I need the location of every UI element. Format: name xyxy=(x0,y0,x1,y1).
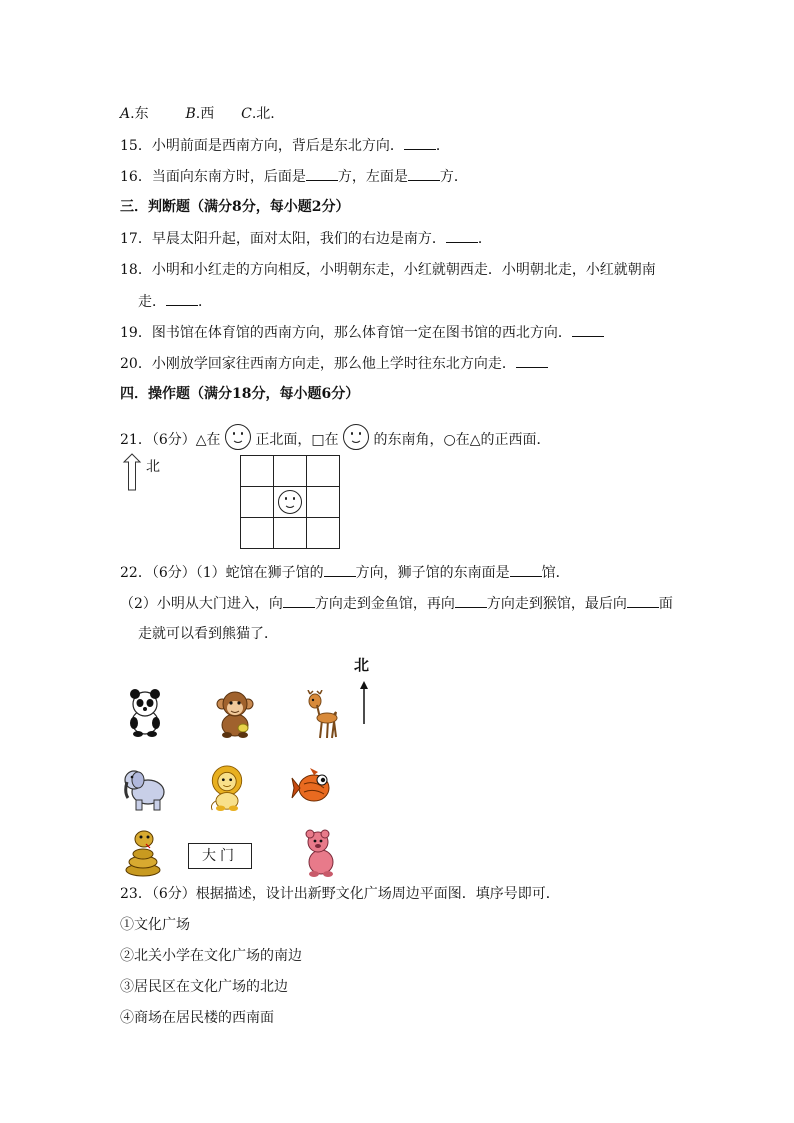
q21-mid: 正北面，□在 xyxy=(255,432,339,448)
lion-icon xyxy=(204,762,250,814)
q23-item: ①文化广场 xyxy=(120,917,190,933)
monkey-icon xyxy=(212,688,258,740)
q14-options xyxy=(120,104,275,124)
q18-answer-blank[interactable] xyxy=(166,291,198,306)
q21-north-label: 北 xyxy=(146,459,160,475)
question-22-line-3: 走就可以看到熊猫了． xyxy=(138,626,278,642)
option-a-letter: A xyxy=(120,106,131,122)
q17-tail: ． xyxy=(477,231,492,247)
q22-blank-2[interactable] xyxy=(510,562,542,577)
question-16 xyxy=(120,166,468,187)
q19-text: 19．图书馆在体育馆的西南方向，那么体育馆一定在图书馆的西北方向． xyxy=(120,325,572,341)
q15-tail: ． xyxy=(435,138,450,154)
q20-text: 20．小刚放学回家往西南方向走，那么他上学时往东北方向走． xyxy=(120,356,516,372)
q16-mid: 方，左面是 xyxy=(337,169,408,185)
option-a-text: .东 xyxy=(130,106,149,122)
option-c-letter: C xyxy=(241,106,252,122)
grid-cell[interactable] xyxy=(307,518,340,549)
question-18-line-2 xyxy=(138,291,212,312)
option-c-text: .北. xyxy=(251,106,275,122)
north-arrow-icon xyxy=(120,452,144,492)
option-b-letter: B xyxy=(185,106,196,122)
grid-cell[interactable] xyxy=(307,487,340,518)
q15-answer-blank[interactable] xyxy=(404,135,436,150)
panda-icon xyxy=(122,686,168,738)
q17-answer-blank[interactable] xyxy=(446,228,478,243)
north-arrow-icon xyxy=(356,680,372,726)
grid-cell[interactable] xyxy=(241,518,274,549)
smiley-face-icon xyxy=(278,490,302,514)
q22-line1-suffix: 馆． xyxy=(541,565,570,581)
question-19 xyxy=(120,322,604,343)
q18-line2-text: 走． xyxy=(138,294,166,310)
question-23-title: 23．（6分）根据描述，设计出新野文化广场周边平面图．填序号即可． xyxy=(120,886,560,902)
q22-north-label: 北 xyxy=(354,656,370,674)
section-4-title: 四．操作题（满分18分，每小题6分） xyxy=(120,386,360,402)
smiley-face-icon xyxy=(343,424,369,450)
q22-line1-prefix: 22．（6分）（1）蛇馆在狮子馆的 xyxy=(120,565,324,581)
deer-icon xyxy=(298,690,344,742)
q19-answer-blank[interactable] xyxy=(572,322,604,337)
elephant-icon xyxy=(122,762,168,814)
smiley-face-icon xyxy=(225,424,251,450)
q18-tail: ． xyxy=(198,294,212,310)
grid-cell[interactable] xyxy=(241,456,274,487)
snake-icon xyxy=(120,826,166,878)
q22-blank-4[interactable] xyxy=(455,593,487,608)
q22-line2-suffix: 面 xyxy=(658,596,673,612)
q16-blank-1[interactable] xyxy=(306,166,338,181)
q15-text: 15．小明前面是西南方向，背后是东北方向． xyxy=(120,138,404,154)
question-20 xyxy=(120,353,548,374)
q21-prefix: 21．（6分）△在 xyxy=(120,432,221,448)
q22-line1-mid: 方向，狮子馆的东南面是 xyxy=(355,565,510,581)
q16-blank-2[interactable] xyxy=(408,166,440,181)
question-22-line-2 xyxy=(120,593,673,614)
q22-line2-prefix: （2）小明从大门进入，向 xyxy=(120,596,283,612)
main-gate-label: 大门 xyxy=(188,843,252,869)
question-15 xyxy=(120,135,450,156)
q22-blank-5[interactable] xyxy=(627,593,659,608)
q17-text: 17．早晨太阳升起，面对太阳，我们的右边是南方． xyxy=(120,231,446,247)
q20-answer-blank[interactable] xyxy=(516,353,548,368)
grid-cell[interactable] xyxy=(274,518,307,549)
question-18-line-1: 18．小明和小红走的方向相反，小明朝东走，小红就朝西走．小明朝北走，小红就朝南 xyxy=(120,262,656,278)
q22-blank-3[interactable] xyxy=(283,593,315,608)
q22-line2-mid1: 方向走到金鱼馆，再向 xyxy=(314,596,455,612)
grid-cell-center xyxy=(274,487,307,518)
q22-blank-1[interactable] xyxy=(324,562,356,577)
section-3-title: 三．判断题（满分8分，每小题2分） xyxy=(120,199,350,215)
question-22-line-1 xyxy=(120,562,570,583)
q16-suffix: 方． xyxy=(439,169,468,185)
q23-item: ④商场在居民楼的西南面 xyxy=(120,1010,274,1026)
grid-cell[interactable] xyxy=(307,456,340,487)
q23-item: ③居民区在文化广场的北边 xyxy=(120,979,288,995)
q23-item: ②北关小学在文化广场的南边 xyxy=(120,948,302,964)
q21-suffix: 的东南角，○在△的正西面． xyxy=(373,432,551,448)
q16-prefix: 16．当面向东南方时，后面是 xyxy=(120,169,306,185)
goldfish-icon xyxy=(290,762,336,814)
grid-cell[interactable] xyxy=(241,487,274,518)
option-b-text: .西 xyxy=(195,106,215,122)
grid-cell[interactable] xyxy=(274,456,307,487)
q21-grid xyxy=(240,455,340,549)
q22-line2-mid2: 方向走到猴馆，最后向 xyxy=(486,596,627,612)
question-17 xyxy=(120,228,492,249)
bear-icon xyxy=(298,826,344,878)
question-21 xyxy=(120,424,551,450)
